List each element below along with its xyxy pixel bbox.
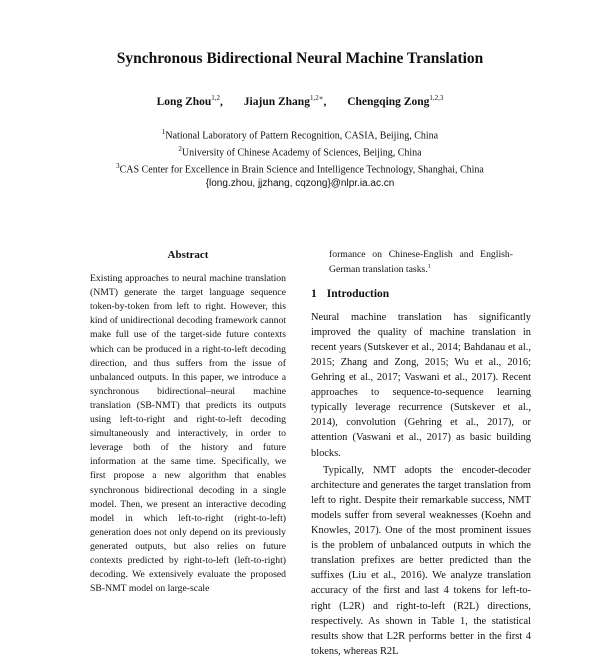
abstract-continuation <box>329 248 513 277</box>
section-title: Introduction <box>326 287 390 300</box>
author: Long Zhou$^{1,2}$, <box>156 94 223 108</box>
body-paragraph: Neural machine translation has significantly improved the quality of machine translation in recent years (Sutskever et al., 2014; Bahdanau et al., 2015; Zhang and Zong, 2015; Wu et al., 2016; Gehring et al., 2017; Vaswani et al., 2017). Recent approaches to sequence-to-sequence learning typically leverage recurrence (Sutskever et al., 2014), convolution (Gehring et al., 2017), or attention (Vaswani et al., 2017) as basic building blocks. <box>311 311 531 459</box>
right-column <box>311 248 531 659</box>
affiliation <box>0 126 600 143</box>
affiliation-mark: 3 <box>116 161 120 170</box>
abstract-heading: Abstract <box>167 249 209 261</box>
author-name: Long Zhou <box>156 95 212 108</box>
section-heading <box>311 287 531 302</box>
author-name: Chengqing Zong <box>347 95 430 108</box>
author-name: Jiajun Zhang <box>243 95 310 108</box>
affiliation-text: National Laboratory of Pattern Recognition, CASIA, Beijing, China <box>165 130 439 142</box>
left-column <box>90 248 286 596</box>
affiliation-text: University of Chinese Academy of Sciences, Beijing, China <box>181 147 422 159</box>
author <box>347 96 443 108</box>
affiliation-mark: 1 <box>161 128 166 136</box>
paper-title: Synchronous Bidirectional Neural Machine Translation <box>116 50 484 67</box>
author-email[interactable]: {long.zhou, jjzhang, cqzong}@nlpr.ia.ac.cn <box>205 177 395 189</box>
author-list <box>0 94 600 108</box>
abstract-continuation-text: formance on Chinese-English and English-German translation tasks. <box>329 249 513 276</box>
author-affil-mark: 1,2 <box>211 94 221 102</box>
footnote-mark[interactable]: 1 <box>427 264 431 271</box>
author: Jiajun Zhang$^{1,2∗}$, <box>243 94 327 108</box>
body-paragraph: Typically, NMT adopts the encoder-decoder architecture and generates the target translation from left to right. Despite their remarkable success, NMT models suffer from several weaknesses (Koehn and Knowles, 2017). One of the most prominent issues is the problem of unbalanced outputs in which the translation prefixes are better predicted than the suffixes (Liu et al., 2016). We analyze translation accuracy of the first and last 4 tokens for left-to-right (L2R) and right-to-left (R2L) directions, respectively. As shown in Table 1, the statistical results show that L2R performs better in the first 4 tokens, whereas R2L <box>311 464 531 657</box>
section-number: 1 <box>311 287 317 300</box>
affiliation <box>0 160 600 177</box>
affiliation-block <box>0 126 600 190</box>
affiliation <box>0 143 600 160</box>
affiliation-mark: 2 <box>178 144 182 153</box>
author-affil-mark: 1,2∗ <box>309 94 324 102</box>
abstract-text: Existing approaches to neural machine translation (NMT) generate the target language sequence token-by-token from left to right. However, this kind of unidirectional decoding framework cannot make full use of the target-side future contexts which can be produced in a right-to-left decoding direction, and thus suffers from the issue of unbalanced outputs. In this paper, we introduce a synchronous bidirectional–neural machine translation (SB-NMT) that predicts its outputs using left-to-right and right-to-left decoding simultaneously and interactively, in order to leverage both of the history and future information at the same time. Specifically, we first propose a new algorithm that enables synchronous bidirectional decoding in a single model. Then, we present an interactive decoding model in which left-to-right (right-to-left) generation does not only depend on its previously generated outputs, but also relies on future contexts predicted by right-to-left (left-to-right) decoding. We extensively evaluate the proposed SB-NMT model on large-scale <box>90 273 286 595</box>
author-affil-mark: 1,2,3 <box>429 94 444 102</box>
affiliation-text: CAS Center for Excellence in Brain Science and Intelligence Technology, Shanghai, China <box>119 164 484 176</box>
